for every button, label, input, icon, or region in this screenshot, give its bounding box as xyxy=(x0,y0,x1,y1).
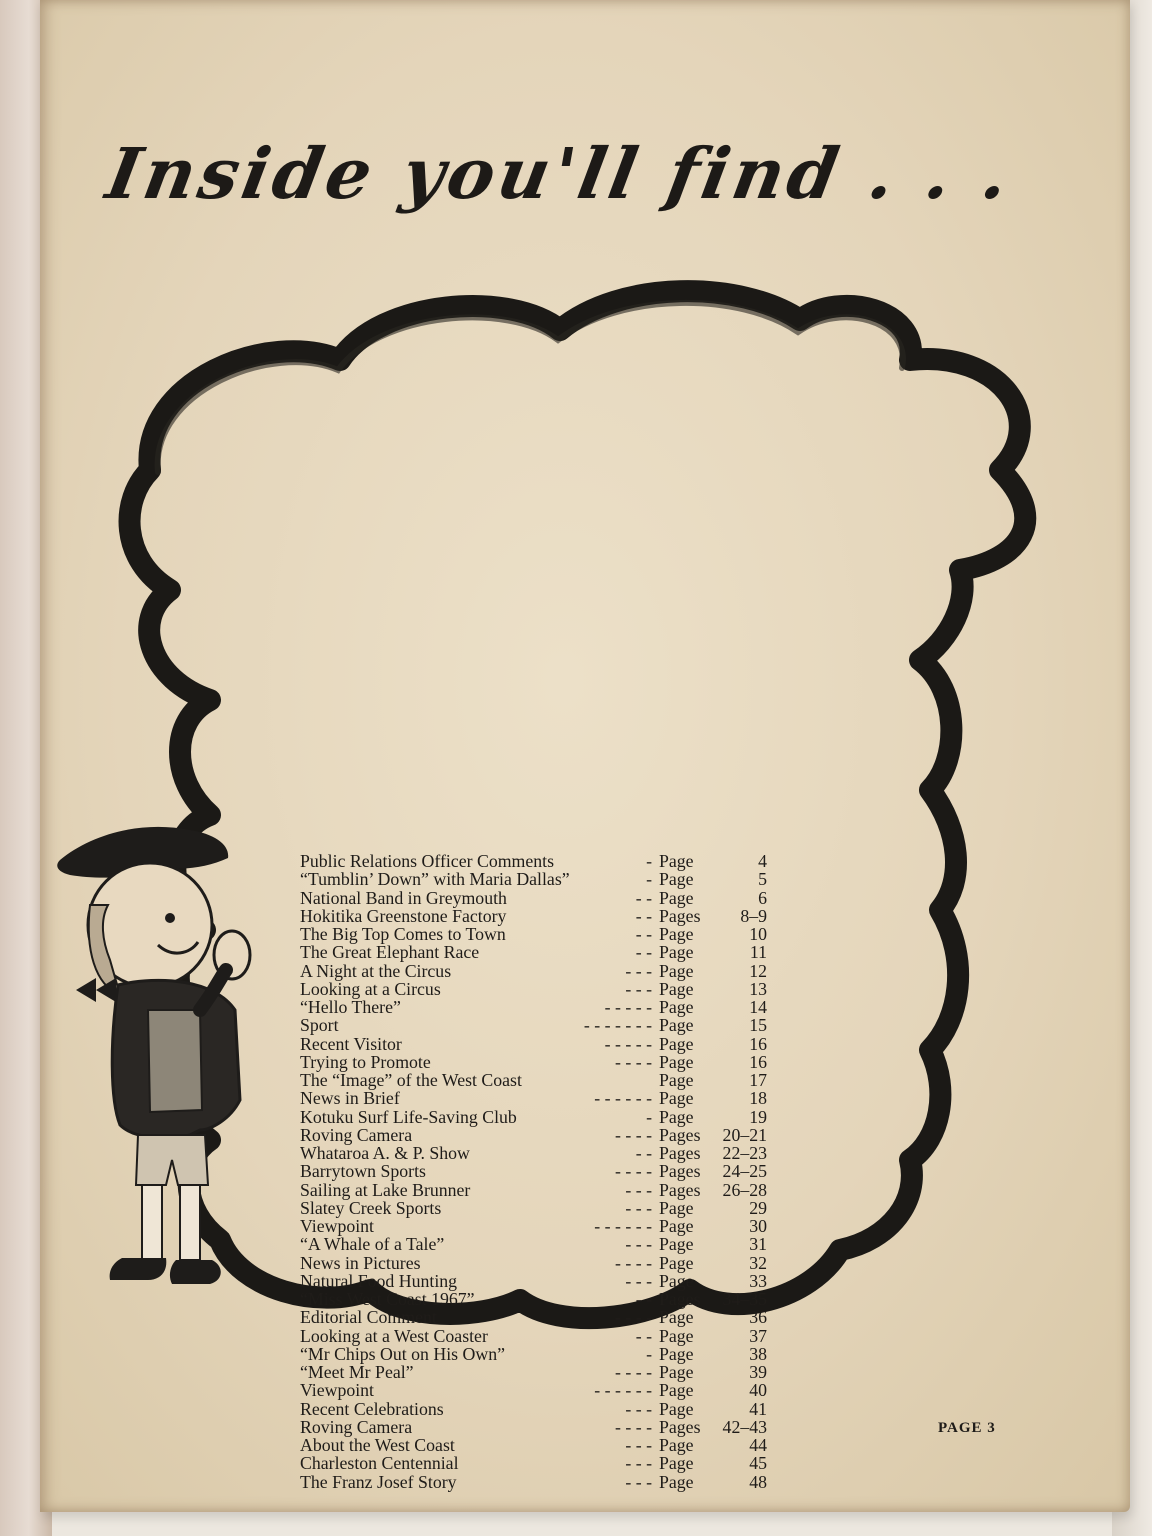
mascot-right-shoe xyxy=(170,1260,221,1284)
toc-entry-page-number: 40 xyxy=(749,1380,767,1401)
toc-entry xyxy=(300,1089,780,1107)
toc-entry-title: “A Whale of a Tale” xyxy=(300,1234,445,1255)
toc-entry-page-label: Page xyxy=(659,1033,694,1054)
toc-entry-dashes: - - - - xyxy=(614,1252,652,1273)
toc-entry-title: Sailing at Lake Brunner xyxy=(300,1179,471,1200)
toc-entry-title: Roving Camera xyxy=(300,1124,413,1145)
toc-entry-dashes: - - - - xyxy=(614,1124,652,1145)
toc-entry-title: Kotuku Surf Life-Saving Club xyxy=(300,1106,517,1127)
toc-entry-page-number: 26–28 xyxy=(722,1179,767,1200)
toc-entry-page-number: 41 xyxy=(749,1398,767,1419)
toc-entry-page-label: Page xyxy=(659,1471,694,1492)
toc-entry-dashes: - - - xyxy=(625,1179,652,1200)
toc-entry xyxy=(300,1254,780,1272)
toc-entry xyxy=(300,962,780,980)
toc-entry xyxy=(300,1290,780,1308)
toc-entry-title: National Band in Greymouth xyxy=(300,887,507,908)
toc-entry-page-label: Pages xyxy=(659,1143,701,1163)
toc-entry-dashes: - xyxy=(646,869,652,890)
page-number-footer: PAGE 3 xyxy=(938,1420,996,1436)
toc-entry-dashes: - - xyxy=(635,1289,652,1309)
mascot-eye xyxy=(165,913,175,923)
toc-entry-dashes: - - xyxy=(635,1325,652,1346)
toc-entry-page-number: 18 xyxy=(749,1088,767,1109)
toc-entry-page-number: 30 xyxy=(749,1216,767,1236)
toc-entry-dashes: - - - - xyxy=(614,1416,652,1437)
toc-entry-page-number: 20–21 xyxy=(722,1124,767,1145)
toc-entry-page-label: Page xyxy=(659,942,694,963)
toc-entry xyxy=(300,1272,780,1290)
toc-entry-dashes: - - - - - xyxy=(604,997,652,1017)
toc-entry-dashes: - - xyxy=(635,887,652,908)
toc-entry-page-label: Pages xyxy=(659,905,701,926)
toc-entry-page-number: 24–25 xyxy=(722,1161,767,1182)
toc-entry-dashes: - xyxy=(646,1343,652,1364)
toc-entry-page-number: 22–23 xyxy=(722,1143,767,1163)
toc-entry-dashes: - - - xyxy=(625,1435,652,1455)
toc-entry-page-number: 33 xyxy=(749,1270,767,1291)
toc-entry-title: The Great Elephant Race xyxy=(300,942,480,963)
toc-entry-dashes: - - - - - - xyxy=(594,1216,652,1236)
toc-entry-page-label: Pages xyxy=(659,1161,701,1182)
toc-entry-page-number: 39 xyxy=(749,1362,767,1382)
toc-entry xyxy=(300,1035,780,1053)
toc-entry xyxy=(300,1071,780,1089)
toc-entry xyxy=(300,925,780,943)
toc-entry-page-number: 45 xyxy=(749,1453,767,1474)
toc-entry-page-label: Page xyxy=(659,1234,694,1255)
toc-entry xyxy=(300,1436,780,1454)
toc-entry xyxy=(300,1454,780,1472)
toc-entry-page-label: Page xyxy=(659,1070,694,1090)
toc-entry-title: News in Pictures xyxy=(300,1252,421,1273)
toc-entry-title: Viewpoint xyxy=(300,1216,374,1236)
toc-entry-page-label: Page xyxy=(659,887,694,908)
toc-entry-dashes: - - - xyxy=(625,1398,652,1419)
toc-entry-title: The Franz Josef Story xyxy=(300,1471,457,1492)
toc-entry xyxy=(300,870,780,888)
toc-entry-page-label: Page xyxy=(659,978,694,999)
toc-entry-title: Viewpoint xyxy=(300,1380,374,1401)
toc-entry xyxy=(300,1016,780,1034)
toc-entry-dashes: - - - - - - xyxy=(594,1380,652,1401)
toc-entry-page-label: Page xyxy=(659,1051,694,1072)
toc-entry-title: Barrytown Sports xyxy=(300,1161,426,1182)
toc-entry-title: “Miss West Coast 1967” xyxy=(300,1289,475,1309)
toc-entry-page-label: Pages xyxy=(659,1179,701,1200)
toc-entry-page-label: Page xyxy=(659,1343,694,1364)
toc-entry-dashes: - - - xyxy=(625,1234,652,1255)
toc-entry-page-label: Page xyxy=(659,924,694,944)
toc-entry-page-number: 5 xyxy=(758,869,767,890)
toc-entry-title: About the West Coast xyxy=(300,1435,455,1455)
toc-entry xyxy=(300,852,780,870)
toc-entry-title: The Big Top Comes to Town xyxy=(300,924,506,944)
toc-entry-page-number: 4 xyxy=(758,851,767,871)
toc-entry xyxy=(300,1053,780,1071)
toc-entry xyxy=(300,1400,780,1418)
table-of-contents xyxy=(300,852,780,1491)
toc-entry-title: News in Brief xyxy=(300,1088,400,1109)
toc-entry-dashes: - - - - xyxy=(614,1307,652,1328)
toc-entry-dashes: - - - xyxy=(625,978,652,999)
toc-entry-page-number: 12 xyxy=(749,960,767,981)
toc-entry-title: “Hello There” xyxy=(300,997,401,1017)
toc-entry-page-number: 13 xyxy=(749,978,767,999)
toc-entry-page-number: 32 xyxy=(749,1252,767,1273)
toc-entry-page-label: Page xyxy=(659,1106,694,1127)
toc-entry-page-number: 29 xyxy=(749,1197,767,1218)
toc-entry-page-number: 38 xyxy=(749,1343,767,1364)
toc-entry xyxy=(300,1108,780,1126)
toc-entry-dashes: - xyxy=(646,1106,652,1127)
toc-entry xyxy=(300,1345,780,1363)
toc-entry xyxy=(300,1181,780,1199)
toc-entry-dashes: - - - xyxy=(625,960,652,981)
toc-entry-dashes: - - - - xyxy=(614,1362,652,1382)
toc-entry-dashes: - - - xyxy=(625,1197,652,1218)
toc-entry xyxy=(300,1308,780,1326)
toc-entry-page-number: 6 xyxy=(758,887,767,908)
toc-entry xyxy=(300,1162,780,1180)
toc-entry-page-number: 36 xyxy=(749,1307,767,1328)
toc-entry xyxy=(300,1363,780,1381)
magazine-page xyxy=(40,0,1130,1512)
toc-entry-page-number: 34–35 xyxy=(722,1289,767,1309)
toc-entry-page-number: 11 xyxy=(749,942,767,963)
toc-entry-dashes: - xyxy=(646,851,652,871)
toc-entry-page-number: 31 xyxy=(749,1234,767,1255)
toc-entry-dashes: - - xyxy=(635,924,652,944)
toc-entry-title: A Night at the Circus xyxy=(300,960,452,981)
toc-entry-page-number: 16 xyxy=(749,1051,767,1072)
toc-entry-page-label: Page xyxy=(659,869,694,890)
toc-entry-page-label: Page xyxy=(659,997,694,1017)
toc-entry-page-label: Page xyxy=(659,1307,694,1328)
toc-entry-title: Recent Celebrations xyxy=(300,1398,444,1419)
toc-entry-title: “Mr Chips Out on His Own” xyxy=(300,1343,505,1364)
toc-entry-page-label: Page xyxy=(659,1453,694,1474)
toc-entry-page-label: Page xyxy=(659,960,694,981)
toc-entry xyxy=(300,943,780,961)
toc-entry-page-label: Page xyxy=(659,1216,694,1236)
toc-entry xyxy=(300,1235,780,1253)
toc-entry-title: Slatey Creek Sports xyxy=(300,1197,442,1218)
mascot-breeches xyxy=(136,1135,208,1185)
toc-entry-page-label: Page xyxy=(659,851,694,871)
toc-entry-page-number: 8–9 xyxy=(740,905,767,926)
toc-entry-page-label: Page xyxy=(659,1362,694,1382)
toc-entry-dashes: - - - - xyxy=(614,1051,652,1072)
toc-entry-title: “Tumblin’ Down” with Maria Dallas” xyxy=(300,869,570,890)
toc-entry-title: Trying to Promote xyxy=(300,1051,431,1072)
toc-entry-dashes: - - - xyxy=(625,1471,652,1492)
toc-entry-dashes: - - - - - - xyxy=(594,1088,652,1109)
toc-entry-page-number: 42–43 xyxy=(722,1416,767,1437)
toc-entry-dashes: - - - xyxy=(625,1270,652,1291)
toc-entry-page-number: 48 xyxy=(749,1471,767,1492)
mascot-left-shoe xyxy=(110,1258,167,1280)
toc-entry-page-label: Page xyxy=(659,1398,694,1419)
toc-entry xyxy=(300,1473,780,1491)
toc-entry-page-label: Page xyxy=(659,1252,694,1273)
toc-entry-page-number: 44 xyxy=(749,1435,767,1455)
toc-entry-dashes: - - xyxy=(635,905,652,926)
toc-entry-title: Hokitika Greenstone Factory xyxy=(300,905,507,926)
page-heading: Inside you'll find . . . xyxy=(100,132,1019,215)
toc-entry-page-label: Pages xyxy=(659,1124,701,1145)
toc-entry-page-number: 37 xyxy=(749,1325,767,1346)
mascot-left-leg xyxy=(142,1185,162,1260)
toc-entry-page-label: Page xyxy=(659,1435,694,1455)
toc-entry-title: Editorial Comment xyxy=(300,1307,437,1328)
toc-entry-title: Looking at a West Coaster xyxy=(300,1325,488,1346)
toc-entry xyxy=(300,1144,780,1162)
toc-entry-page-number: 10 xyxy=(749,924,767,944)
toc-entry-title: Recent Visitor xyxy=(300,1033,402,1054)
toc-entry xyxy=(300,1217,780,1235)
toc-entry-title: “Meet Mr Peal” xyxy=(300,1362,414,1382)
toc-entry-page-label: Page xyxy=(659,1015,694,1036)
toc-entry xyxy=(300,980,780,998)
mascot-waistcoat xyxy=(148,1010,202,1112)
toc-entry-title: Sport xyxy=(300,1015,339,1036)
toc-entry-page-label: Pages xyxy=(659,1416,701,1437)
toc-entry-page-label: Page xyxy=(659,1197,694,1218)
toc-entry-page-number: 19 xyxy=(749,1106,767,1127)
toc-entry-page-label: Page xyxy=(659,1380,694,1401)
toc-entry xyxy=(300,998,780,1016)
toc-entry xyxy=(300,889,780,907)
toc-entry-title: Roving Camera xyxy=(300,1416,413,1437)
toc-entry-page-number: 17 xyxy=(749,1070,767,1090)
toc-entry-dashes: - - - - - xyxy=(604,1033,652,1054)
toc-entry-page-label: Pages xyxy=(659,1289,701,1309)
toc-entry-title: Looking at a Circus xyxy=(300,978,441,999)
toc-entry xyxy=(300,1126,780,1144)
toc-entry-page-number: 15 xyxy=(749,1015,767,1036)
toc-entry-dashes: - - - - xyxy=(614,1161,652,1182)
toc-entry xyxy=(300,1199,780,1217)
toc-entry-dashes: - - - - - - - xyxy=(583,1015,652,1036)
toc-entry xyxy=(300,1418,780,1436)
toc-entry-title: Public Relations Officer Comments xyxy=(300,851,555,871)
toc-entry xyxy=(300,1381,780,1399)
toc-entry-title: Charleston Centennial xyxy=(300,1453,459,1474)
toc-entry-page-label: Page xyxy=(659,1088,694,1109)
toc-entry-page-number: 16 xyxy=(749,1033,767,1054)
toc-entry-dashes: - - xyxy=(635,942,652,963)
toc-entry xyxy=(300,907,780,925)
toc-entry-page-label: Page xyxy=(659,1325,694,1346)
toc-entry-page-number: 14 xyxy=(749,997,767,1017)
toc-entry-page-label: Page xyxy=(659,1270,694,1291)
toc-entry-dashes: - - xyxy=(635,1143,652,1163)
toc-entry-title: Natural Food Hunting xyxy=(300,1270,458,1291)
toc-entry xyxy=(300,1327,780,1345)
toc-entry-title: Whataroa A. & P. Show xyxy=(300,1143,470,1163)
toc-entry-title: The “Image” of the West Coast xyxy=(300,1070,522,1090)
toc-entry-dashes: - - - xyxy=(625,1453,652,1474)
mascot-right-leg xyxy=(180,1185,200,1260)
